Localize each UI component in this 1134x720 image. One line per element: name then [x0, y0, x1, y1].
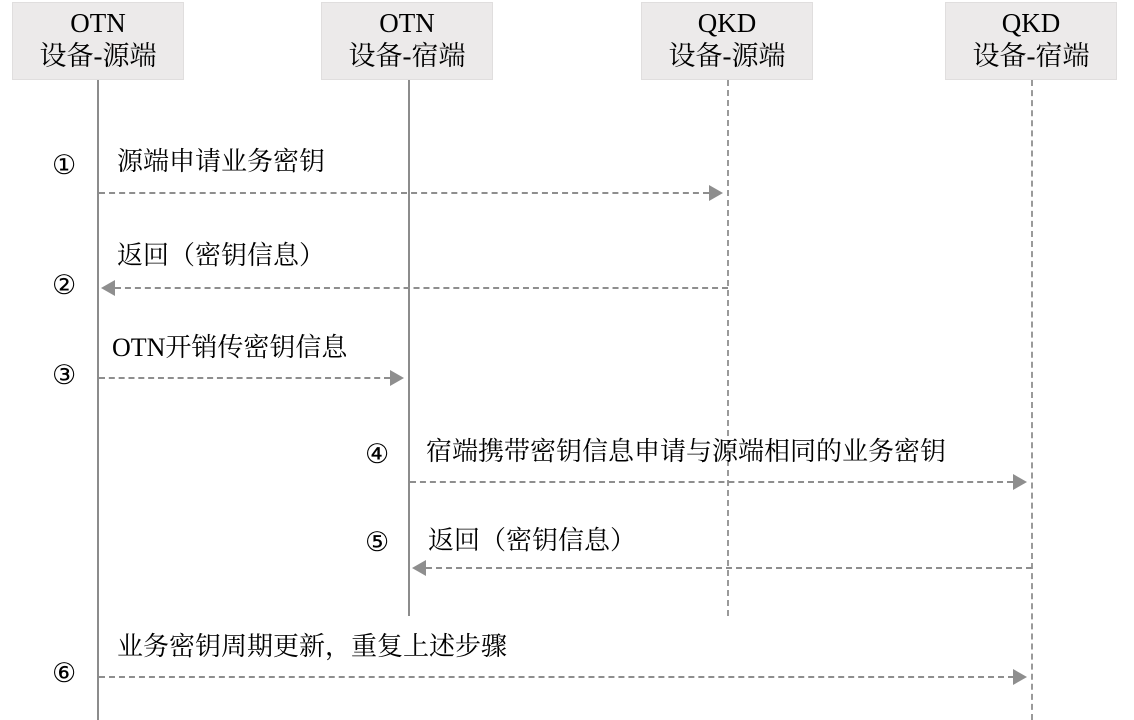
arrow-head-right-6: [1013, 669, 1027, 685]
message-label-2: 返回（密钥信息）: [117, 241, 326, 270]
message-arrow-line-1: [99, 192, 709, 194]
arrow-head-left-5: [412, 560, 426, 576]
lifeline-header-line1: QKD: [697, 8, 757, 38]
lifeline-otn-src: [97, 80, 99, 720]
lifeline-header-line2: 设备-宿端: [348, 40, 466, 71]
lifeline-header-line1: OTN: [379, 8, 435, 38]
lifeline-header-line2: 设备-宿端: [972, 40, 1090, 71]
lifeline-header-line1: OTN: [70, 8, 126, 38]
lifeline-header-qkd-src: [641, 2, 813, 80]
message-arrow-line-3: [99, 377, 390, 379]
message-label-6: 业务密钥周期更新，重复上述步骤: [117, 632, 508, 661]
lifeline-header-line2: 设备-源端: [668, 40, 786, 71]
step-number-4: ④: [365, 439, 390, 469]
lifeline-qkd-src: [727, 80, 729, 616]
message-arrow-line-4: [410, 481, 1013, 483]
step-number-1: ①: [52, 150, 77, 180]
message-arrow-line-2: [115, 287, 728, 289]
lifeline-header-otn-src: [12, 2, 184, 80]
step-number-3: ③: [52, 360, 77, 390]
message-arrow-line-5: [426, 567, 1032, 569]
message-label-1: 源端申请业务密钥: [117, 147, 326, 176]
arrow-head-left-2: [101, 280, 115, 296]
lifeline-qkd-dst: [1031, 80, 1033, 720]
lifeline-header-line1: QKD: [1001, 8, 1061, 38]
message-label-3: OTN开销传密钥信息: [112, 333, 348, 362]
step-number-5: ⑤: [365, 527, 390, 557]
lifeline-header-otn-dst: [321, 2, 493, 80]
arrow-head-right-1: [709, 185, 723, 201]
step-number-2: ②: [52, 270, 77, 300]
message-label-5: 返回（密钥信息）: [428, 526, 637, 555]
arrow-head-right-3: [390, 370, 404, 386]
lifeline-header-qkd-dst: [945, 2, 1117, 80]
lifeline-header-line2: 设备-源端: [39, 40, 157, 71]
message-arrow-line-6: [99, 676, 1014, 678]
lifeline-otn-dst: [408, 80, 410, 616]
step-number-6: ⑥: [52, 658, 77, 688]
arrow-head-right-4: [1013, 474, 1027, 490]
message-label-4: 宿端携带密钥信息申请与源端相同的业务密钥: [426, 437, 947, 466]
